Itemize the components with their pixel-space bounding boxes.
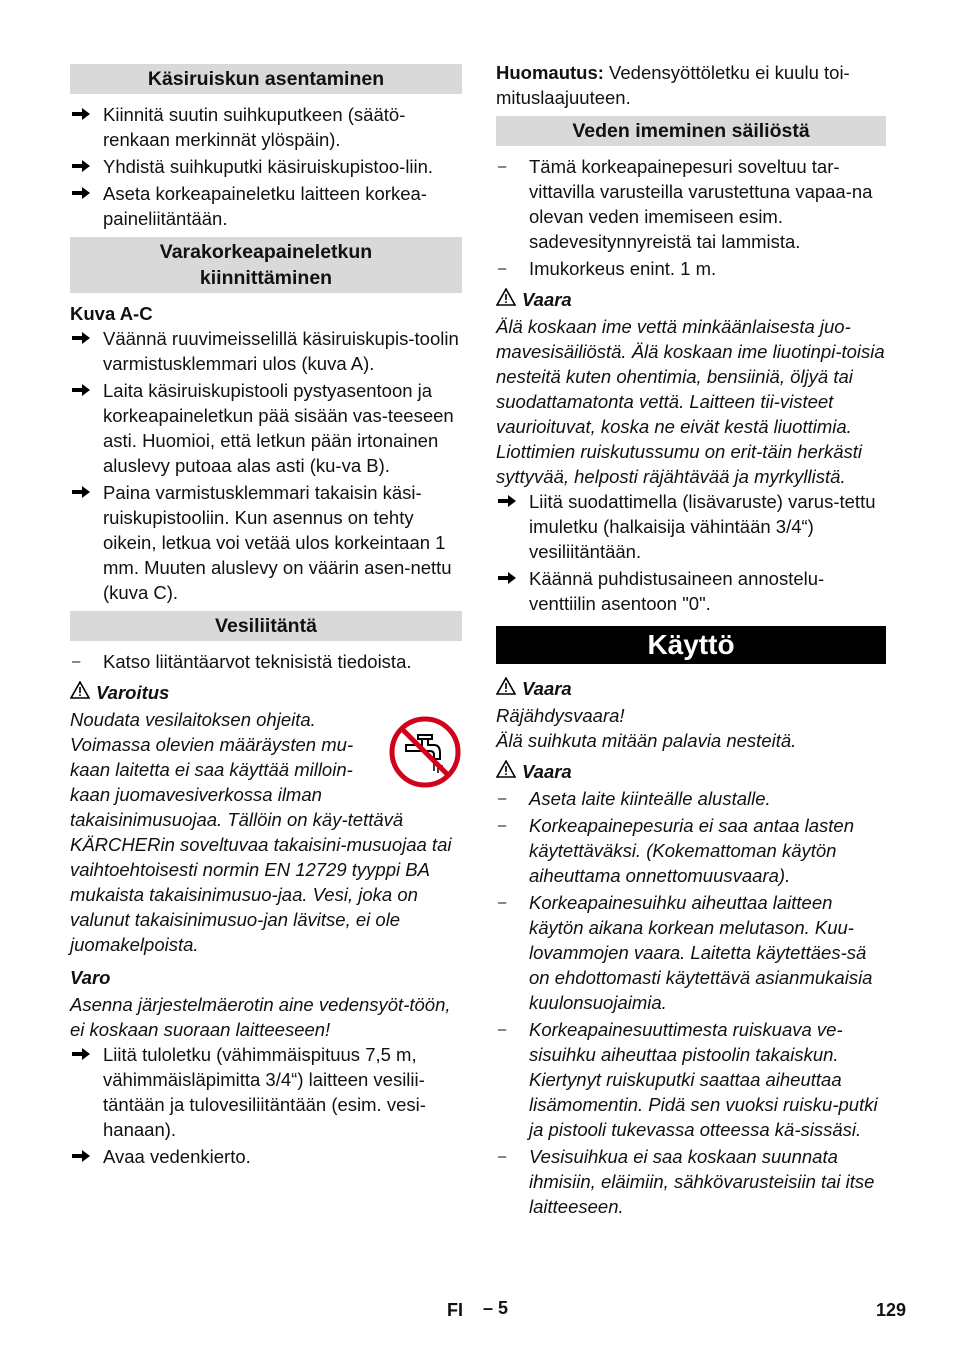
section-heading-kasiruiskun: Käsiruiskun asentaminen xyxy=(70,64,462,94)
dash-item: – Aseta laite kiinteälle alustalle. xyxy=(498,788,771,809)
dash-item: – Korkeapainepesuria ei saa antaa lasten käytettäväksi. (Kokemattoman käytön aiheuttama onnettomuusvaara). xyxy=(498,815,855,886)
warning-triangle-icon xyxy=(496,759,522,784)
footer-page-number: 129 xyxy=(876,1300,907,1320)
dash-item: – Korkeapainesuuttimesta ruiskuava ve-sisuihku aiheuttaa pistoolin takaiskun. Kiertynyt ruiskuputki saattaa aiheuttaa lisämomentin. Pidä sen vuoksi ruisku-putki ja pistooli tukevassa otteessa kä-sissäsi. xyxy=(498,1019,878,1140)
left-column xyxy=(70,58,462,1171)
caution-heading: Varo xyxy=(70,967,111,988)
warning-text-line: Räjähdysvaara! xyxy=(496,705,625,726)
right-column xyxy=(496,58,886,1221)
section-heading-vesiliitanta: Vesiliitäntä xyxy=(70,611,462,641)
dash-item: – Vesisuihkua ei saa koskaan suunnata ihmisiin, eläimiin, sähkövarusteisiin tai itse laitteeseen. xyxy=(498,1146,875,1217)
figure-reference: Kuva A-C xyxy=(70,303,153,324)
step-item: Väännä ruuvimeisselillä käsiruiskupis-toolin varmistusklemmari ulos (kuva A). xyxy=(70,326,462,376)
step-item: Yhdistä suihkuputki käsiruiskupistoo-liin. xyxy=(70,154,462,179)
warning-triangle-icon xyxy=(70,680,96,705)
step-item: Paina varmistusklemmari takaisin käsi-ruiskupistooliin. Kun asennus on tehty oikein, letkua voi vetää ulos korkeintaan 1 mm. Muuten aluslevy on väärin asen-nettu (kuva C). xyxy=(70,480,462,605)
step-item: Liitä suodattimella (lisävaruste) varus-tettu imuletku (halkaisija vähintään 3/4“) vesiliitäntään. xyxy=(496,489,886,564)
section-heading-veden-imeminen: Veden imeminen säiliöstä xyxy=(496,116,886,146)
warning-heading: Vaara xyxy=(496,759,886,784)
step-item: Kiinnitä suutin suihkuputkeen (säätö-renkaan merkinnät ylöspäin). xyxy=(70,102,462,152)
step-item: Avaa vedenkierto. xyxy=(70,1144,462,1169)
dash-item: – Imukorkeus enint. 1 m. xyxy=(498,258,717,279)
note-label: Huomautus: xyxy=(496,62,604,83)
dash-item: – Katso liitäntäarvot teknisistä tiedoista. xyxy=(72,651,412,672)
dash-item: – Tämä korkeapainepesuri soveltuu tar-vittavilla varusteilla varustettuna vapaa-na olevan veden imemiseen esim. sadevesitynnyreistä tai lammista. xyxy=(498,156,873,252)
warning-triangle-icon xyxy=(496,676,522,701)
step-item: Liitä tuloletku (vähimmäispituus 7,5 m, vähimmäisläpimitta 3/4“) laitteen vesilii-täntään ja tulovesiliitäntään (esim. vesi-hanaan). xyxy=(70,1042,462,1142)
caution-text: Asenna järjestelmäerotin aine vedensyöt-töön, ei koskaan suoraan laitteeseen! xyxy=(70,994,451,1040)
step-item: Aseta korkeapaineletku laitteen korkea-paineliitäntään. xyxy=(70,181,462,231)
warning-heading: Varoitus xyxy=(70,680,462,705)
section-heading-varakorkeapaineletkun: Varakorkeapaineletkun kiinnittäminen xyxy=(70,237,462,293)
footer-language: FI xyxy=(447,1300,463,1320)
warning-heading: Vaara xyxy=(496,287,886,312)
note-paragraph xyxy=(496,60,886,110)
note-text: Vedensyöttöletku ei kuulu toi-mituslaajuuteen. xyxy=(496,62,850,108)
step-item: Laita käsiruiskupistooli pystyasentoon ja korkeapaineletkun pää sisään vas-teeseen asti. Huomioi, että letkun pään irtonainen aluslevy putoaa alas asti (ku-va B). xyxy=(70,378,462,478)
no-drinking-water-icon xyxy=(388,715,462,795)
warning-text: Älä koskaan ime vettä minkäänlaisesta juo-mavesisäiliöstä. Älä koskaan ime liuotinpi-toisia nesteitä kuten ohentimia, bensiiniä, öljyä tai suodattamatonta vettä. Laitteen tii-visteet vaurioituvat, koska ne eivät kestä liuottimia. Liottimien ruiskutussumu on erit-täin herkästi syttyvää, helposti räjähtävää ja myrkyllistä. xyxy=(496,316,885,487)
step-item: Käännä puhdistusaineen annostelu-venttiilin asentoon "0". xyxy=(496,566,886,616)
warning-text-line: Älä suihkuta mitään palavia nesteitä. xyxy=(496,730,797,751)
warning-triangle-icon xyxy=(496,287,522,312)
warning-text: Noudata vesilaitoksen ohjeita. Voimassa olevien määräysten mu-kaan laitetta ei saa käyttää milloin-kaan juomavesiverkossa ilman takaisinimusuojaa. Tällöin on käy-tettävä KÄRCHERin soveltuvaa takaisini-musuojaa tai vaihtoehtoisesti normin EN 12729 tyyppi BA mukaista takaisinimusuo-jaa. Vesi, joka on valunut takaisinimusuo-jan lävitse, ei ole juomakelpoista. xyxy=(70,707,462,957)
warning-heading: Vaara xyxy=(496,676,886,701)
footer-section-page: – 5 xyxy=(483,1298,509,1318)
chapter-heading-kaytto: Käyttö xyxy=(496,626,886,664)
dash-item: – Korkeapainesuihku aiheuttaa laitteen käytön aikana korkean melutason. Kuu-lovammojen vaara. Laitetta käytettäes-sä on ehdottomasti käytettävä asianmukaisia kuulonsuojaimia. xyxy=(498,892,873,1013)
